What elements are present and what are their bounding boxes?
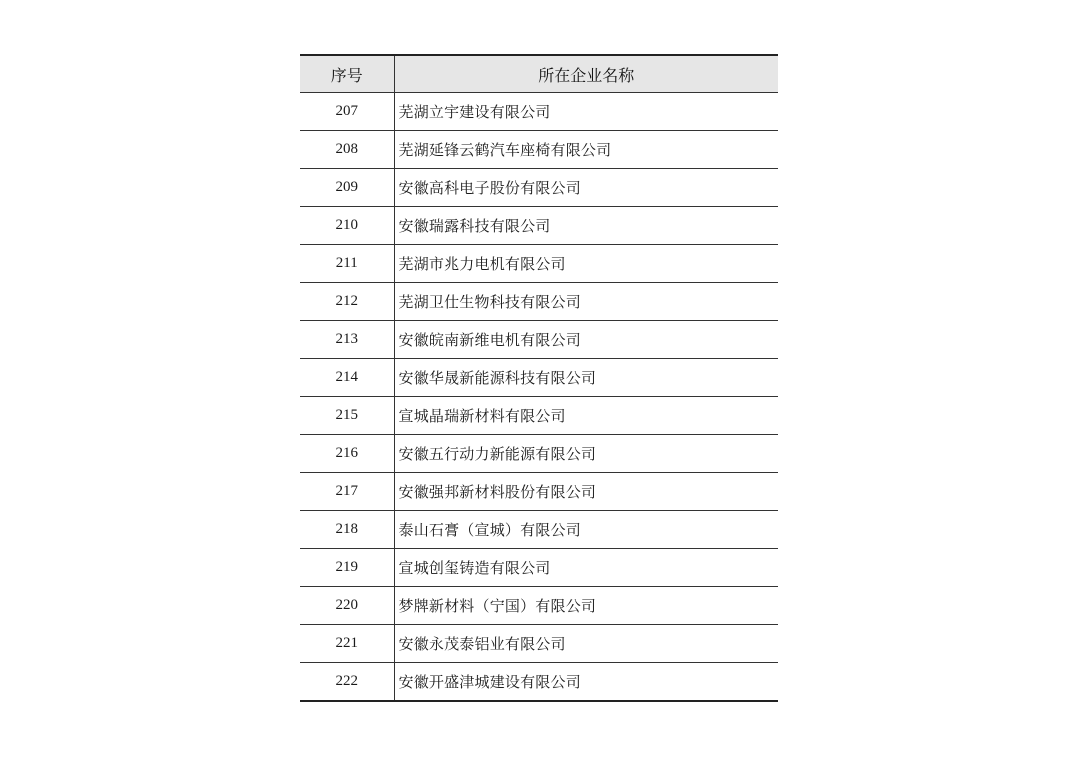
- row-enterprise-name: 宣城创玺铸造有限公司: [394, 549, 778, 587]
- table-row: [300, 587, 778, 625]
- row-enterprise-name: 芜湖卫仕生物科技有限公司: [394, 283, 778, 321]
- table-row: [300, 283, 778, 321]
- row-number: 214: [300, 359, 394, 397]
- table-row: [300, 359, 778, 397]
- row-number: 208: [300, 131, 394, 169]
- row-enterprise-name: 芜湖市兆力电机有限公司: [394, 245, 778, 283]
- row-enterprise-name: 梦牌新材料（宁国）有限公司: [394, 587, 778, 625]
- row-enterprise-name: 安徽华晟新能源科技有限公司: [394, 359, 778, 397]
- row-enterprise-name: 泰山石膏（宣城）有限公司: [394, 511, 778, 549]
- table-row: [300, 549, 778, 587]
- row-enterprise-name: 宣城晶瑞新材料有限公司: [394, 397, 778, 435]
- row-number: 215: [300, 397, 394, 435]
- row-number: 220: [300, 587, 394, 625]
- row-enterprise-name: 安徽瑞露科技有限公司: [394, 207, 778, 245]
- row-number: 211: [300, 245, 394, 283]
- row-number: 222: [300, 663, 394, 702]
- row-enterprise-name: 安徽皖南新维电机有限公司: [394, 321, 778, 359]
- row-number: 218: [300, 511, 394, 549]
- row-number: 213: [300, 321, 394, 359]
- table-row: [300, 473, 778, 511]
- row-number: 209: [300, 169, 394, 207]
- table-row: [300, 663, 778, 702]
- row-number: 212: [300, 283, 394, 321]
- table-row: [300, 245, 778, 283]
- row-enterprise-name: 安徽五行动力新能源有限公司: [394, 435, 778, 473]
- header-enterprise-name: 所在企业名称: [394, 55, 778, 93]
- row-number: 207: [300, 93, 394, 131]
- table-row: [300, 169, 778, 207]
- table-row: [300, 93, 778, 131]
- row-number: 217: [300, 473, 394, 511]
- row-number: 219: [300, 549, 394, 587]
- table-row: [300, 207, 778, 245]
- enterprise-table: [300, 54, 778, 702]
- table-row: [300, 321, 778, 359]
- row-enterprise-name: 安徽高科电子股份有限公司: [394, 169, 778, 207]
- table-row: [300, 511, 778, 549]
- enterprise-table-container: [300, 54, 778, 702]
- row-enterprise-name: 芜湖延锋云鹤汽车座椅有限公司: [394, 131, 778, 169]
- table-row: [300, 131, 778, 169]
- row-enterprise-name: 安徽开盛津城建设有限公司: [394, 663, 778, 702]
- row-enterprise-name: 芜湖立宇建设有限公司: [394, 93, 778, 131]
- table-header-row: [300, 55, 778, 93]
- header-number: 序号: [300, 55, 394, 93]
- table-row: [300, 625, 778, 663]
- row-enterprise-name: 安徽强邦新材料股份有限公司: [394, 473, 778, 511]
- row-number: 210: [300, 207, 394, 245]
- table-row: [300, 397, 778, 435]
- row-enterprise-name: 安徽永茂泰铝业有限公司: [394, 625, 778, 663]
- table-row: [300, 435, 778, 473]
- row-number: 216: [300, 435, 394, 473]
- row-number: 221: [300, 625, 394, 663]
